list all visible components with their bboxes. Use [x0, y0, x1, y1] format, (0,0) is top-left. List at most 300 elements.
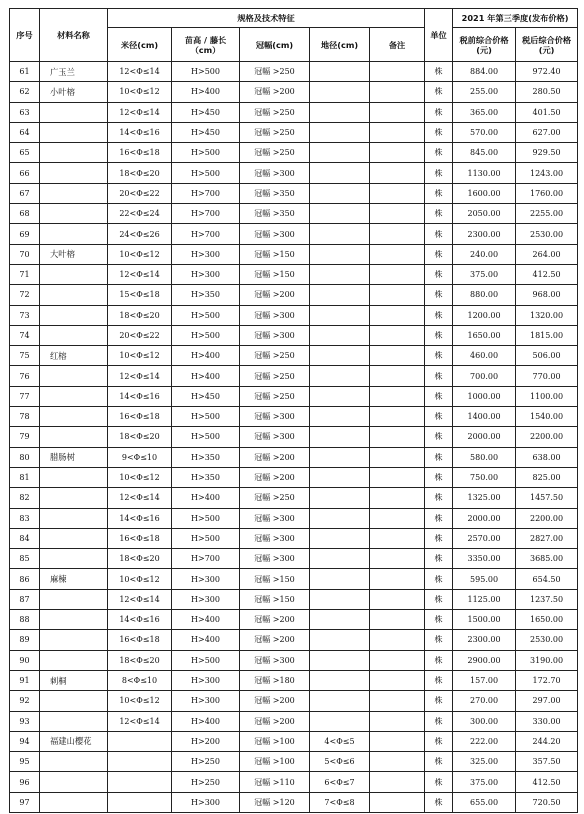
cell-material-name: [40, 630, 108, 650]
cell-height: H>300: [172, 792, 240, 812]
cell-ground-diameter: [310, 610, 370, 630]
cell-diameter: 16<Φ≤18: [108, 630, 172, 650]
cell-material-name: [40, 224, 108, 244]
cell-ground-diameter: [310, 407, 370, 427]
table-row: [10, 731, 578, 751]
cell-pre-tax-price: 2570.00: [453, 528, 516, 548]
cell-post-tax-price: 770.00: [516, 366, 578, 386]
cell-crown: 冠幅 >120: [240, 792, 310, 812]
cell-post-tax-price: 412.50: [516, 772, 578, 792]
cell-remark: [370, 122, 425, 142]
cell-diameter: 14<Φ≤16: [108, 386, 172, 406]
header-material: 材料名称: [40, 9, 108, 62]
table-row: [10, 224, 578, 244]
cell-pre-tax-price: 595.00: [453, 569, 516, 589]
cell-material-name: [40, 610, 108, 630]
cell-pre-tax-price: 655.00: [453, 792, 516, 812]
header-diameter: 米径(cm): [108, 28, 172, 62]
cell-material-name: [40, 386, 108, 406]
cell-ground-diameter: [310, 325, 370, 345]
cell-seq: 67: [10, 183, 40, 203]
cell-remark: [370, 691, 425, 711]
cell-crown: 冠幅 >250: [240, 122, 310, 142]
cell-pre-tax-price: 1125.00: [453, 589, 516, 609]
table-row: [10, 569, 578, 589]
cell-seq: 64: [10, 122, 40, 142]
cell-remark: [370, 731, 425, 751]
cell-remark: [370, 488, 425, 508]
cell-height: H>500: [172, 62, 240, 82]
table-row: [10, 204, 578, 224]
cell-remark: [370, 467, 425, 487]
cell-post-tax-price: 2530.00: [516, 224, 578, 244]
cell-unit: 株: [425, 285, 453, 305]
cell-unit: 株: [425, 82, 453, 102]
cell-crown: 冠幅 >200: [240, 285, 310, 305]
cell-diameter: 22<Φ≤24: [108, 204, 172, 224]
table-row: [10, 488, 578, 508]
cell-seq: 62: [10, 82, 40, 102]
cell-diameter: [108, 752, 172, 772]
cell-unit: 株: [425, 752, 453, 772]
cell-crown: 冠幅 >300: [240, 325, 310, 345]
cell-post-tax-price: 357.50: [516, 752, 578, 772]
cell-diameter: 12<Φ≤14: [108, 264, 172, 284]
table-row: [10, 244, 578, 264]
cell-height: H>500: [172, 325, 240, 345]
cell-crown: 冠幅 >250: [240, 488, 310, 508]
cell-diameter: 12<Φ≤14: [108, 589, 172, 609]
cell-unit: 株: [425, 549, 453, 569]
cell-post-tax-price: 2255.00: [516, 204, 578, 224]
cell-unit: 株: [425, 224, 453, 244]
price-table: [9, 8, 578, 813]
cell-height: H>250: [172, 772, 240, 792]
cell-unit: 株: [425, 711, 453, 731]
cell-diameter: 15<Φ≤18: [108, 285, 172, 305]
cell-seq: 81: [10, 467, 40, 487]
cell-post-tax-price: 638.00: [516, 447, 578, 467]
cell-ground-diameter: [310, 346, 370, 366]
cell-seq: 96: [10, 772, 40, 792]
cell-height: H>700: [172, 183, 240, 203]
cell-pre-tax-price: 884.00: [453, 62, 516, 82]
cell-height: H>500: [172, 650, 240, 670]
cell-post-tax-price: 280.50: [516, 82, 578, 102]
cell-material-name: 广玉兰: [40, 62, 108, 82]
cell-material-name: [40, 508, 108, 528]
header-crown: 冠幅(cm): [240, 28, 310, 62]
cell-post-tax-price: 1320.00: [516, 305, 578, 325]
cell-crown: 冠幅 >150: [240, 589, 310, 609]
cell-material-name: [40, 792, 108, 812]
cell-remark: [370, 163, 425, 183]
cell-material-name: [40, 691, 108, 711]
cell-unit: 株: [425, 407, 453, 427]
cell-unit: 株: [425, 143, 453, 163]
cell-crown: 冠幅 >100: [240, 752, 310, 772]
cell-seq: 76: [10, 366, 40, 386]
cell-unit: 株: [425, 772, 453, 792]
cell-unit: 株: [425, 427, 453, 447]
cell-height: H>400: [172, 610, 240, 630]
cell-seq: 69: [10, 224, 40, 244]
cell-height: H>500: [172, 528, 240, 548]
cell-remark: [370, 549, 425, 569]
cell-crown: 冠幅 >300: [240, 163, 310, 183]
cell-crown: 冠幅 >200: [240, 447, 310, 467]
cell-material-name: [40, 325, 108, 345]
cell-ground-diameter: [310, 285, 370, 305]
cell-pre-tax-price: 2000.00: [453, 427, 516, 447]
cell-post-tax-price: 720.50: [516, 792, 578, 812]
cell-diameter: 12<Φ≤14: [108, 62, 172, 82]
cell-pre-tax-price: 1130.00: [453, 163, 516, 183]
cell-diameter: 10<Φ≤12: [108, 467, 172, 487]
header-remark: 备注: [370, 28, 425, 62]
cell-ground-diameter: 6<Φ≤7: [310, 772, 370, 792]
cell-post-tax-price: 264.00: [516, 244, 578, 264]
cell-seq: 87: [10, 589, 40, 609]
cell-diameter: 18<Φ≤20: [108, 163, 172, 183]
cell-remark: [370, 772, 425, 792]
cell-material-name: [40, 589, 108, 609]
cell-crown: 冠幅 >250: [240, 386, 310, 406]
cell-crown: 冠幅 >300: [240, 407, 310, 427]
cell-remark: [370, 610, 425, 630]
cell-unit: 株: [425, 569, 453, 589]
cell-height: H>400: [172, 711, 240, 731]
cell-ground-diameter: [310, 183, 370, 203]
cell-remark: [370, 102, 425, 122]
cell-height: H>400: [172, 488, 240, 508]
cell-remark: [370, 366, 425, 386]
cell-ground-diameter: [310, 204, 370, 224]
cell-ground-diameter: [310, 467, 370, 487]
cell-material-name: [40, 102, 108, 122]
cell-remark: [370, 305, 425, 325]
cell-crown: 冠幅 >300: [240, 549, 310, 569]
cell-remark: [370, 143, 425, 163]
cell-seq: 97: [10, 792, 40, 812]
header-ground-diameter: 地径(cm): [310, 28, 370, 62]
cell-material-name: [40, 285, 108, 305]
cell-seq: 70: [10, 244, 40, 264]
cell-ground-diameter: [310, 549, 370, 569]
cell-crown: 冠幅 >350: [240, 183, 310, 203]
cell-seq: 74: [10, 325, 40, 345]
cell-diameter: 16<Φ≤18: [108, 407, 172, 427]
cell-seq: 82: [10, 488, 40, 508]
cell-ground-diameter: [310, 143, 370, 163]
cell-material-name: [40, 183, 108, 203]
cell-post-tax-price: 244.20: [516, 731, 578, 751]
cell-height: H>700: [172, 549, 240, 569]
cell-post-tax-price: 1540.00: [516, 407, 578, 427]
cell-remark: [370, 183, 425, 203]
header-height: 苗高 / 藤长（cm）: [172, 28, 240, 62]
cell-diameter: 18<Φ≤20: [108, 650, 172, 670]
cell-diameter: 10<Φ≤12: [108, 346, 172, 366]
cell-post-tax-price: 627.00: [516, 122, 578, 142]
cell-seq: 77: [10, 386, 40, 406]
cell-crown: 冠幅 >300: [240, 427, 310, 447]
cell-height: H>300: [172, 670, 240, 690]
cell-diameter: [108, 772, 172, 792]
cell-height: H>300: [172, 589, 240, 609]
cell-ground-diameter: [310, 488, 370, 508]
cell-seq: 65: [10, 143, 40, 163]
cell-ground-diameter: [310, 589, 370, 609]
cell-material-name: [40, 305, 108, 325]
cell-height: H>200: [172, 731, 240, 751]
cell-seq: 93: [10, 711, 40, 731]
cell-unit: 株: [425, 650, 453, 670]
cell-material-name: [40, 264, 108, 284]
cell-ground-diameter: [310, 244, 370, 264]
cell-material-name: [40, 549, 108, 569]
cell-height: H>500: [172, 508, 240, 528]
cell-pre-tax-price: 460.00: [453, 346, 516, 366]
cell-ground-diameter: [310, 569, 370, 589]
cell-material-name: 腊肠树: [40, 447, 108, 467]
cell-material-name: [40, 711, 108, 731]
cell-pre-tax-price: 325.00: [453, 752, 516, 772]
table-row: [10, 346, 578, 366]
cell-seq: 66: [10, 163, 40, 183]
cell-unit: 株: [425, 508, 453, 528]
cell-remark: [370, 528, 425, 548]
cell-remark: [370, 508, 425, 528]
table-row: [10, 62, 578, 82]
cell-seq: 71: [10, 264, 40, 284]
cell-seq: 84: [10, 528, 40, 548]
cell-pre-tax-price: 365.00: [453, 102, 516, 122]
cell-unit: 株: [425, 102, 453, 122]
cell-crown: 冠幅 >350: [240, 204, 310, 224]
cell-diameter: 12<Φ≤14: [108, 488, 172, 508]
cell-post-tax-price: 1100.00: [516, 386, 578, 406]
cell-pre-tax-price: 1200.00: [453, 305, 516, 325]
cell-material-name: 小叶榕: [40, 82, 108, 102]
cell-crown: 冠幅 >200: [240, 467, 310, 487]
cell-unit: 株: [425, 386, 453, 406]
cell-crown: 冠幅 >100: [240, 731, 310, 751]
cell-material-name: 福建山樱花: [40, 731, 108, 751]
cell-material-name: [40, 650, 108, 670]
cell-unit: 株: [425, 731, 453, 751]
cell-height: H>300: [172, 244, 240, 264]
cell-post-tax-price: 3685.00: [516, 549, 578, 569]
cell-post-tax-price: 968.00: [516, 285, 578, 305]
cell-remark: [370, 82, 425, 102]
cell-height: H>400: [172, 82, 240, 102]
cell-pre-tax-price: 1500.00: [453, 610, 516, 630]
cell-remark: [370, 569, 425, 589]
cell-height: H>500: [172, 407, 240, 427]
cell-material-name: [40, 467, 108, 487]
table-row: [10, 183, 578, 203]
cell-height: H>500: [172, 427, 240, 447]
cell-pre-tax-price: 157.00: [453, 670, 516, 690]
cell-crown: 冠幅 >150: [240, 264, 310, 284]
cell-diameter: 14<Φ≤16: [108, 508, 172, 528]
cell-remark: [370, 589, 425, 609]
cell-material-name: 麻楝: [40, 569, 108, 589]
cell-unit: 株: [425, 630, 453, 650]
cell-material-name: [40, 488, 108, 508]
cell-pre-tax-price: 880.00: [453, 285, 516, 305]
cell-unit: 株: [425, 305, 453, 325]
cell-pre-tax-price: 240.00: [453, 244, 516, 264]
cell-unit: 株: [425, 447, 453, 467]
cell-pre-tax-price: 570.00: [453, 122, 516, 142]
cell-pre-tax-price: 1400.00: [453, 407, 516, 427]
cell-crown: 冠幅 >250: [240, 346, 310, 366]
cell-material-name: [40, 407, 108, 427]
cell-diameter: [108, 792, 172, 812]
cell-post-tax-price: 172.70: [516, 670, 578, 690]
cell-ground-diameter: [310, 366, 370, 386]
cell-post-tax-price: 2200.00: [516, 508, 578, 528]
cell-crown: 冠幅 >180: [240, 670, 310, 690]
cell-crown: 冠幅 >300: [240, 650, 310, 670]
cell-crown: 冠幅 >200: [240, 691, 310, 711]
cell-diameter: 14<Φ≤16: [108, 610, 172, 630]
cell-diameter: 12<Φ≤14: [108, 102, 172, 122]
cell-post-tax-price: 401.50: [516, 102, 578, 122]
cell-ground-diameter: [310, 691, 370, 711]
cell-crown: 冠幅 >250: [240, 366, 310, 386]
cell-pre-tax-price: 270.00: [453, 691, 516, 711]
cell-pre-tax-price: 1600.00: [453, 183, 516, 203]
cell-ground-diameter: [310, 264, 370, 284]
cell-seq: 89: [10, 630, 40, 650]
cell-ground-diameter: [310, 508, 370, 528]
cell-post-tax-price: 654.50: [516, 569, 578, 589]
cell-pre-tax-price: 1650.00: [453, 325, 516, 345]
cell-post-tax-price: 297.00: [516, 691, 578, 711]
cell-ground-diameter: 5<Φ≤6: [310, 752, 370, 772]
cell-ground-diameter: [310, 447, 370, 467]
cell-unit: 株: [425, 528, 453, 548]
cell-height: H>300: [172, 569, 240, 589]
cell-remark: [370, 244, 425, 264]
cell-unit: 株: [425, 670, 453, 690]
table-row: [10, 752, 578, 772]
cell-unit: 株: [425, 325, 453, 345]
cell-pre-tax-price: 2900.00: [453, 650, 516, 670]
table-row: [10, 305, 578, 325]
cell-pre-tax-price: 3350.00: [453, 549, 516, 569]
table-row: [10, 143, 578, 163]
cell-crown: 冠幅 >300: [240, 508, 310, 528]
cell-post-tax-price: 929.50: [516, 143, 578, 163]
cell-material-name: [40, 366, 108, 386]
cell-crown: 冠幅 >300: [240, 224, 310, 244]
cell-seq: 78: [10, 407, 40, 427]
table-row: [10, 630, 578, 650]
cell-seq: 73: [10, 305, 40, 325]
cell-diameter: 20<Φ≤22: [108, 325, 172, 345]
cell-crown: 冠幅 >150: [240, 244, 310, 264]
table-row: [10, 772, 578, 792]
cell-height: H>450: [172, 386, 240, 406]
cell-diameter: 20<Φ≤22: [108, 183, 172, 203]
cell-unit: 株: [425, 346, 453, 366]
cell-remark: [370, 204, 425, 224]
cell-remark: [370, 447, 425, 467]
cell-diameter: 12<Φ≤14: [108, 711, 172, 731]
table-row: [10, 366, 578, 386]
cell-remark: [370, 427, 425, 447]
cell-height: H>350: [172, 467, 240, 487]
cell-pre-tax-price: 700.00: [453, 366, 516, 386]
cell-height: H>400: [172, 346, 240, 366]
cell-post-tax-price: 1760.00: [516, 183, 578, 203]
cell-seq: 79: [10, 427, 40, 447]
cell-ground-diameter: [310, 630, 370, 650]
cell-seq: 86: [10, 569, 40, 589]
cell-remark: [370, 792, 425, 812]
cell-material-name: [40, 163, 108, 183]
cell-seq: 80: [10, 447, 40, 467]
cell-material-name: 红榕: [40, 346, 108, 366]
cell-crown: 冠幅 >200: [240, 610, 310, 630]
cell-ground-diameter: [310, 650, 370, 670]
cell-unit: 株: [425, 204, 453, 224]
cell-pre-tax-price: 2000.00: [453, 508, 516, 528]
cell-seq: 95: [10, 752, 40, 772]
cell-crown: 冠幅 >300: [240, 528, 310, 548]
table-row: [10, 102, 578, 122]
cell-post-tax-price: 2530.00: [516, 630, 578, 650]
cell-pre-tax-price: 580.00: [453, 447, 516, 467]
cell-post-tax-price: 825.00: [516, 467, 578, 487]
cell-ground-diameter: [310, 305, 370, 325]
cell-crown: 冠幅 >150: [240, 569, 310, 589]
cell-material-name: 刺桐: [40, 670, 108, 690]
cell-diameter: 14<Φ≤16: [108, 122, 172, 142]
table-row: [10, 386, 578, 406]
table-row: [10, 407, 578, 427]
cell-height: H>250: [172, 752, 240, 772]
cell-remark: [370, 62, 425, 82]
table-row: [10, 163, 578, 183]
cell-crown: 冠幅 >300: [240, 305, 310, 325]
cell-ground-diameter: [310, 711, 370, 731]
cell-material-name: [40, 427, 108, 447]
cell-unit: 株: [425, 610, 453, 630]
table-row: [10, 528, 578, 548]
cell-post-tax-price: 1650.00: [516, 610, 578, 630]
cell-post-tax-price: 506.00: [516, 346, 578, 366]
cell-diameter: 10<Φ≤12: [108, 82, 172, 102]
cell-pre-tax-price: 375.00: [453, 772, 516, 792]
cell-diameter: 8<Φ≤10: [108, 670, 172, 690]
table-row: [10, 650, 578, 670]
cell-crown: 冠幅 >200: [240, 630, 310, 650]
table-header: [10, 9, 578, 62]
header-unit: 单位: [425, 9, 453, 62]
cell-height: H>450: [172, 102, 240, 122]
cell-post-tax-price: 1243.00: [516, 163, 578, 183]
cell-diameter: 10<Φ≤12: [108, 569, 172, 589]
cell-height: H>350: [172, 285, 240, 305]
cell-diameter: 18<Φ≤20: [108, 549, 172, 569]
table-row: [10, 82, 578, 102]
cell-unit: 株: [425, 122, 453, 142]
